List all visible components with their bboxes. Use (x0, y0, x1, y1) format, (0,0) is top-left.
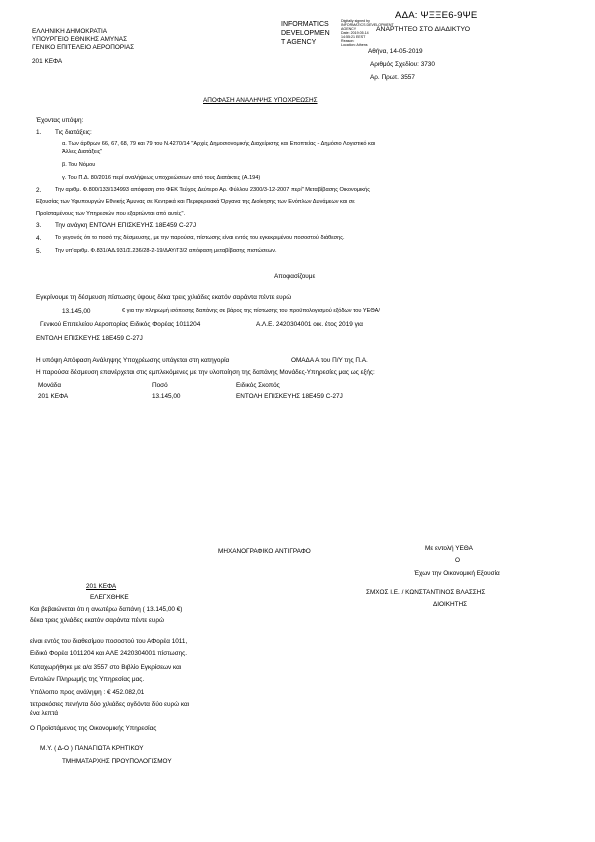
header-line-1: ΕΛΛΗΝΙΚΗ ΔΗΜΟΚΡΑΤΙΑ (32, 28, 108, 35)
signature-header: Με εντολή ΥΕΘΑ (425, 545, 473, 552)
table-cell-amount: 13.145,00 (152, 393, 181, 400)
item-3: Την ανάγκη ΕΝΤΟΛΗ ΕΠΙΣΚΕΥΗΣ 18Ε459 C-27J (55, 222, 197, 229)
budget-entity: Γενικού Επιτελείου Αεροπορίας Ειδικός Φορέας 1011204 (40, 321, 201, 328)
item-1b: β. Του Νόμου (62, 162, 96, 168)
item-5: Την υπ'αριθμ. Φ.831/ΑΔ.931/Σ.236/28-2-19/ΔΑΥ/Γ3/2 απόφαση μεταβίβασης πιστώσεων. (55, 248, 277, 254)
category-label: Η υπόψη Απόφαση Ανάληψης Υποχρέωσης υπάγεται στη κατηγορία (36, 357, 230, 364)
table-cell-unit: 201 ΚΕΦΑ (38, 393, 69, 400)
finance-head-role: ΤΜΗΜΑΤΑΡΧΗΣ ΠΡΟΥΠΟΛΟΓΙΣΜΟΥ (62, 758, 172, 765)
header-line-2: ΥΠΟΥΡΓΕΙΟ ΕΘΝΙΚΗΣ ΑΜΥΝΑΣ (32, 36, 128, 43)
commitment-amount: 13.145,00 (62, 308, 91, 315)
ada-code: ΑΔΑ: ΨΞΞΕ6-9ΨΕ (395, 10, 478, 21)
table-header-amount: Ποσό (152, 382, 168, 389)
digital-signature-line: INFORMATICS DEVELOPMENT (341, 23, 394, 27)
digital-signature-line: AGENCY (341, 27, 357, 31)
verification-checked: ΕΛΕΓΧΘΗΚΕ (90, 594, 129, 601)
remaining-balance-words: τετρακόσιες πενήντα δύο χιλιάδες ογδόντα δύο ευρώ και (30, 701, 190, 708)
allocation-text: Η παρούσα δέσμευση επανέρχεται στις εμπλεκόμενες με την υλοποίηση της δαπάνης Μονάδες-Υπηρεσίες μας ως εξής: (36, 369, 375, 376)
digital-signature-line: Date: 2019.05.14 (341, 31, 369, 35)
mechanographic-copy: ΜΗΧΑΝΟΓΡΑΦΙΚΟ ΑΝΤΙΓΡΑΦΟ (218, 548, 311, 555)
verification-line: Καταχωρήθηκε με α/α 3557 στο Βιβλίο Εγκρίσεων και (30, 664, 182, 671)
verification-line: δέκα τρεις χιλιάδες εκατόν σαράντα πέντε ευρώ (30, 617, 164, 624)
item-1a-cont: Άλλες Διατάξεις" (62, 149, 103, 155)
finance-head-title: Ο Προϊστάμενος της Οικονομικής Υπηρεσίας (30, 725, 157, 732)
finance-head-name: Μ.Υ. ( Δ-Ο ) ΠΑΝΑΓΙΩΤΑ ΚΡΗΤΙΚΟΥ (40, 745, 144, 752)
item-number: 4. (36, 235, 42, 242)
item-number: 3. (36, 222, 42, 229)
item-1: Τις διατάξεις: (55, 129, 92, 136)
table-header-purpose: Ειδικός Σκοπός (236, 382, 280, 389)
budget-account-year: Α.Λ.Ε. 2420304001 οικ. έτος 2019 για (256, 321, 363, 328)
item-number: 5. (36, 248, 42, 255)
verification-line: Ειδικό Φορέα 1011204 και ΑΛΕ 2420304001 πίστωσης. (30, 650, 187, 657)
internet-publish-label: ΑΝΑΡΤΗΤΕΟ ΣΤΟ ΔΙΑΔΙΚΤΥΟ (376, 26, 470, 33)
commitment-text: Εγκρίνουμε τη δέσμευση πίστωσης ύψους δέκα τρεις χιλιάδες εκατόν σαράντα πέντε ευρώ (36, 294, 292, 301)
table-cell-purpose: ΕΝΤΟΛΗ ΕΠΙΣΚΕΥΗΣ 18Ε459 C-27J (236, 393, 343, 400)
ida-logo-line-1: INFORMATICS (281, 21, 329, 28)
decide-heading: Αποφασίζουμε (274, 273, 316, 280)
digital-signature-line: Location: Athens (341, 43, 368, 47)
signature-authority: Έχων την Οικονομική Εξουσία (414, 570, 500, 577)
table-header-unit: Μονάδα (38, 382, 62, 389)
item-1c: γ. Του Π.Δ. 80/2016 περί αναλήψεως υποχρεώσεων από τους Διατάκτες (Α.194) (62, 175, 261, 181)
verification-unit: 201 ΚΕΦΑ (86, 583, 117, 590)
signer-role: ΔΙΟΙΚΗΤΗΣ (433, 601, 468, 608)
remaining-balance: Υπόλοιπο προς ανάληψη : € 452.082,01 (30, 689, 145, 696)
signature-o: Ο (455, 557, 460, 564)
item-2-cont: Εξουσίας των Υφυπουργών Εθνικής Άμυνας σε Κεντρικά και Περιφερειακά Όργανα της Διοίκησης των Ενόπλων Δυνάμεων και σε (36, 199, 355, 205)
verification-line: Εντολών Πληρωμής της Υπηρεσίας μας. (30, 676, 145, 683)
category-value: ΟΜΑΔΑ Α του Π/Υ της Π.Α. (291, 357, 368, 364)
protocol-number: Αρ. Πρωτ. 3557 (370, 74, 415, 81)
header-line-3: ΓΕΝΙΚΟ ΕΠΙΤΕΛΕΙΟ ΑΕΡΟΠΟΡΙΑΣ (32, 44, 135, 51)
remaining-balance-words-cont: ένα λεπτά (30, 710, 59, 717)
ida-logo-line-3: T AGENCY (281, 39, 317, 46)
having-regard: Έχοντας υπόψη: (36, 117, 84, 124)
commitment-text-2: € για την πληρωμή ισόποσης δαπάνης σε βάρος της πίστωσης του προϋπολογισμού εξόδων του ΥΕΘΑ/ (122, 308, 380, 314)
item-2-cont: Προϊσταμένους των Υπηρεσιών που εξαρτώνται από αυτές". (36, 211, 185, 217)
issuing-unit: 201 ΚΕΦΑ (32, 58, 63, 65)
item-4: Το γεγονός ότι το ποσό της δέσμευσης, με την παρούσα, πίστωσης είναι εντός του εγκεκριμένου ποσοστού διάθεσης. (55, 235, 345, 241)
draft-number: Αριθμός Σχεδίου: 3730 (370, 61, 435, 68)
signer-name: ΣΜΧΟΣ Ι.Ε. / ΚΩΝΣΤΑΝΤΙΝΟΣ ΒΛΑΣΣΗΣ (366, 589, 486, 596)
verification-line: Και βεβαιώνεται ότι η ανωτέρω δαπάνη ( 13.145,00 €) (30, 606, 183, 613)
item-number: 1. (36, 129, 42, 136)
ida-logo-line-2: DEVELOPMEN (281, 30, 330, 37)
item-2: Την αριθμ. Φ.800/133/134993 απόφαση στο ΦΕΚ Τεύχος Δεύτερο Αρ. Φύλλου 2300/3-12-2007 περί" Μεταβίβασης Οικονομικής (55, 187, 370, 193)
item-number: 2. (36, 187, 42, 194)
purpose: ΕΝΤΟΛΗ ΕΠΙΣΚΕΥΗΣ 18Ε459 C-27J (36, 335, 143, 342)
item-1a: α. Των άρθρων 66, 67, 68, 79 και 79 του Ν.4270/14 "Αρχές Δημοσιονομικής Διαχείρισης και Εποπτείας - Δημόσιο Λογιστικό και (62, 141, 376, 147)
digital-signature-line: Reason: (341, 39, 355, 43)
place-date: Αθήνα, 14-05-2019 (368, 48, 423, 55)
digital-signature-line: Digitally signed by (341, 19, 370, 23)
document-title: ΑΠΟΦΑΣΗ ΑΝΑΛΗΨΗΣ ΥΠΟΧΡΕΩΣΗΣ (203, 97, 318, 104)
digital-signature-line: 14:55:21 EEST (341, 35, 366, 39)
verification-line: είναι εντός του διαθεσίμου ποσοστού του ΑΦορέα 1011, (30, 638, 188, 645)
